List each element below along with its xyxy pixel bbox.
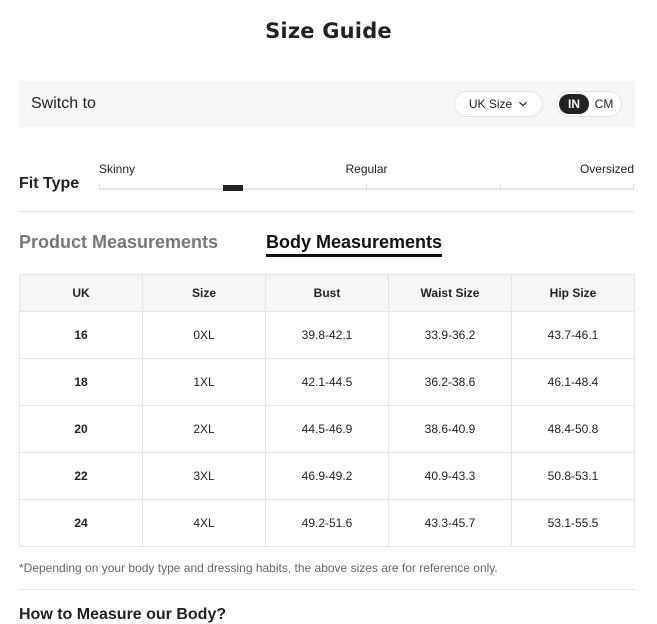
fit-tick bbox=[99, 184, 100, 190]
table-header-row bbox=[20, 275, 635, 312]
cell-size: 1XL bbox=[143, 359, 266, 406]
size-system-dropdown[interactable] bbox=[454, 91, 543, 117]
fit-type-label: Fit Type bbox=[19, 175, 80, 192]
reference-note: *Depending on your body type and dressing habits, the above sizes are for reference only. bbox=[19, 561, 498, 575]
tab-product-measurements[interactable]: Product Measurements bbox=[19, 232, 219, 252]
table-row bbox=[20, 500, 635, 547]
column-header-waist: Waist Size bbox=[389, 275, 512, 312]
cell-waist: 33.9-36.2 bbox=[389, 312, 512, 359]
cell-uk: 22 bbox=[20, 453, 143, 500]
cell-hip: 46.1-48.4 bbox=[512, 359, 635, 406]
column-header-bust: Bust bbox=[266, 275, 389, 312]
fit-option-oversized: Oversized bbox=[579, 162, 634, 176]
cell-uk: 24 bbox=[20, 500, 143, 547]
cell-bust: 39.8-42.1 bbox=[266, 312, 389, 359]
fit-option-skinny: Skinny bbox=[99, 162, 136, 176]
cell-size: 3XL bbox=[143, 453, 266, 500]
column-header-uk: UK bbox=[20, 275, 143, 312]
fit-tick bbox=[366, 184, 367, 190]
cell-hip: 53.1-55.5 bbox=[512, 500, 635, 547]
fit-type-scale bbox=[99, 162, 634, 194]
divider bbox=[19, 211, 635, 212]
fit-option-regular: Regular bbox=[345, 162, 388, 176]
cell-size: 4XL bbox=[143, 500, 266, 547]
column-header-hip: Hip Size bbox=[512, 275, 635, 312]
cell-waist: 36.2-38.6 bbox=[389, 359, 512, 406]
cell-waist: 38.6-40.9 bbox=[389, 406, 512, 453]
cell-uk: 18 bbox=[20, 359, 143, 406]
cell-hip: 50.8-53.1 bbox=[512, 453, 635, 500]
cell-bust: 44.5-46.9 bbox=[266, 406, 389, 453]
unit-option-cm[interactable]: CM bbox=[594, 97, 614, 111]
cell-hip: 43.7-46.1 bbox=[512, 312, 635, 359]
chevron-down-icon bbox=[518, 99, 528, 109]
cell-uk: 20 bbox=[20, 406, 143, 453]
table-row bbox=[20, 406, 635, 453]
switch-label: Switch to bbox=[31, 95, 96, 112]
unit-option-in[interactable]: IN bbox=[559, 94, 589, 114]
fit-tick bbox=[500, 184, 501, 190]
size-system-value: UK Size bbox=[468, 97, 513, 111]
active-tab-underline bbox=[266, 254, 442, 257]
cell-uk: 16 bbox=[20, 312, 143, 359]
unit-toggle bbox=[556, 91, 622, 117]
table-row bbox=[20, 453, 635, 500]
divider bbox=[19, 589, 635, 590]
fit-tick bbox=[633, 184, 634, 190]
cell-bust: 46.9-49.2 bbox=[266, 453, 389, 500]
cell-size: 0XL bbox=[143, 312, 266, 359]
cell-hip: 48.4-50.8 bbox=[512, 406, 635, 453]
size-table bbox=[19, 274, 635, 547]
cell-waist: 43.3-45.7 bbox=[389, 500, 512, 547]
unit-switch-bar bbox=[19, 81, 635, 127]
column-header-size: Size bbox=[143, 275, 266, 312]
table-row bbox=[20, 312, 635, 359]
cell-size: 2XL bbox=[143, 406, 266, 453]
cell-bust: 49.2-51.6 bbox=[266, 500, 389, 547]
how-to-measure-heading[interactable]: How to Measure our Body? bbox=[19, 606, 227, 623]
page-title: Size Guide bbox=[265, 19, 392, 43]
tab-body-measurements[interactable]: Body Measurements bbox=[266, 232, 443, 252]
fit-marker bbox=[223, 185, 243, 191]
table-row bbox=[20, 359, 635, 406]
cell-bust: 42.1-44.5 bbox=[266, 359, 389, 406]
cell-waist: 40.9-43.3 bbox=[389, 453, 512, 500]
